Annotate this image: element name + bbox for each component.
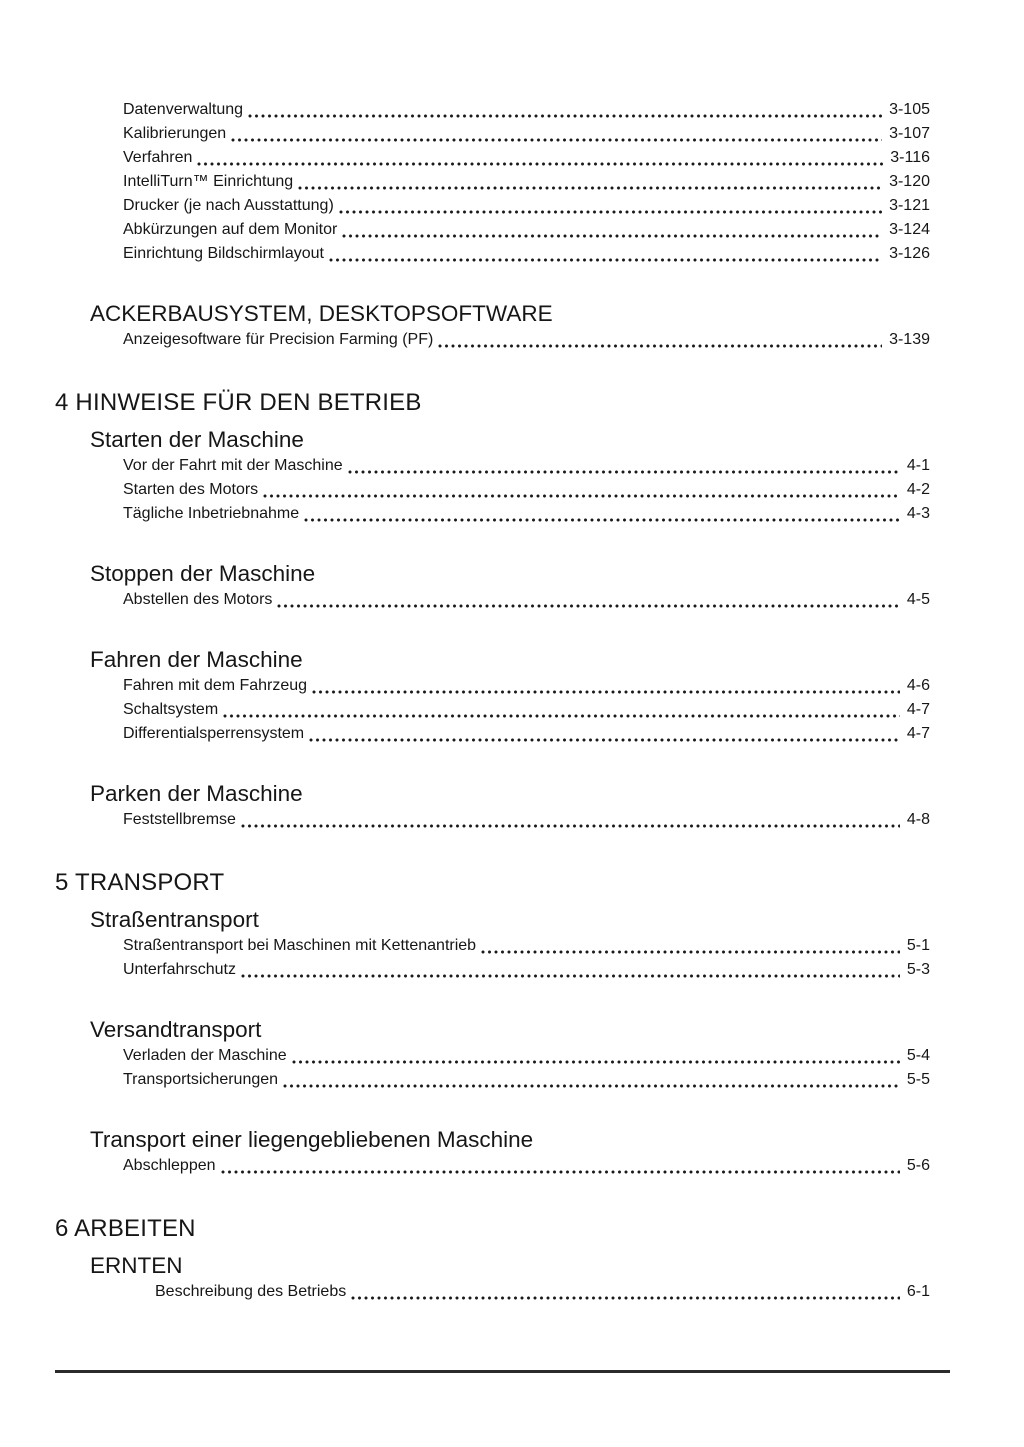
section-heading: Parken der Maschine (90, 781, 303, 806)
toc-entry (55, 454, 930, 478)
toc-entry (55, 170, 930, 194)
toc-entry-label: Abstellen des Motors (123, 591, 273, 608)
section-heading: Fahren der Maschine (90, 647, 303, 672)
toc-entry-page: 3-120 (889, 173, 930, 190)
toc-content (55, 96, 930, 1304)
toc-entry-page: 4-2 (906, 481, 930, 498)
toc-entry (55, 1280, 930, 1304)
toc-entry (55, 502, 930, 526)
toc-leader-dots (263, 494, 900, 498)
toc-leader-dots (223, 714, 900, 718)
toc-entry-label: Abschleppen (123, 1157, 216, 1174)
toc-leader-dots (339, 210, 882, 214)
toc-entry (55, 958, 930, 982)
toc-entry-page: 6-1 (906, 1283, 930, 1300)
toc-entry (55, 242, 930, 266)
section-heading: Straßentransport (90, 907, 259, 932)
toc-entry-label: Verfahren (123, 149, 193, 166)
toc-entry-page: 4-8 (906, 811, 930, 828)
toc-leader-dots (231, 138, 882, 142)
toc-entry-label: IntelliTurn™ Einrichtung (123, 173, 294, 190)
toc-entry (55, 1044, 930, 1068)
toc-entry-page: 3-124 (889, 221, 930, 238)
toc-block-chapter (55, 868, 930, 898)
toc-entry (55, 218, 930, 242)
toc-leader-dots (283, 1084, 900, 1088)
toc-entry-page: 3-105 (889, 101, 930, 118)
toc-entry (55, 808, 930, 832)
chapter-heading: 4 HINWEISE FÜR DEN BETRIEB (55, 389, 422, 416)
toc-entry-label: Fahren mit dem Fahrzeug (123, 677, 308, 694)
toc-entry-page: 3-139 (889, 331, 930, 348)
section-heading: Versandtransport (90, 1017, 262, 1042)
toc-leader-dots (481, 950, 900, 954)
toc-entry-label: Kalibrierungen (123, 125, 227, 142)
toc-entry (55, 1154, 930, 1178)
toc-leader-dots (277, 604, 899, 608)
toc-entry-page: 5-3 (906, 961, 930, 978)
toc-leader-dots (221, 1170, 900, 1174)
toc-entry-label: Straßentransport bei Maschinen mit Kettenantrieb (123, 937, 477, 954)
toc-entry-label: Starten des Motors (123, 481, 259, 498)
section-heading: ERNTEN (90, 1253, 183, 1278)
toc-leader-dots (348, 470, 900, 474)
toc-leader-dots (312, 690, 900, 694)
toc-entry (55, 98, 930, 122)
toc-block-section (55, 300, 930, 352)
toc-entry-page: 4-5 (906, 591, 930, 608)
toc-block-subsection (55, 646, 930, 746)
toc-leader-dots (351, 1296, 900, 1300)
section-heading: ACKERBAUSYSTEM, DESKTOPSOFTWARE (90, 301, 553, 326)
toc-entry-page: 3-126 (889, 245, 930, 262)
toc-block-subsection (55, 1126, 930, 1178)
toc-block-section-caps (55, 1252, 930, 1304)
toc-entry (55, 698, 930, 722)
toc-leader-dots (304, 518, 900, 522)
toc-leader-dots (248, 114, 882, 118)
toc-entry-label: Transportsicherungen (123, 1071, 279, 1088)
toc-entry-page: 5-5 (906, 1071, 930, 1088)
toc-entry-page: 5-4 (906, 1047, 930, 1064)
toc-leader-dots (438, 344, 882, 348)
toc-entry-label: Anzeigesoftware für Precision Farming (PF) (123, 331, 434, 348)
toc-block-subsection (55, 560, 930, 612)
toc-block-subsection (55, 906, 930, 982)
toc-leader-dots (197, 162, 883, 166)
toc-leader-dots (292, 1060, 900, 1064)
toc-entry (55, 674, 930, 698)
toc-entry-label: Drucker (je nach Ausstattung) (123, 197, 334, 214)
chapter-heading: 5 TRANSPORT (55, 869, 225, 896)
toc-entry-page: 5-1 (906, 937, 930, 954)
toc-entry-label: Vor der Fahrt mit der Maschine (123, 457, 343, 474)
toc-block-chapter (55, 388, 930, 418)
toc-entry-page: 3-121 (889, 197, 930, 214)
toc-entry-label: Beschreibung des Betriebs (155, 1283, 347, 1300)
toc-entry-label: Tägliche Inbetriebnahme (123, 505, 300, 522)
toc-entry (55, 194, 930, 218)
toc-block-subsection (55, 780, 930, 832)
toc-entry-label: Abkürzungen auf dem Monitor (123, 221, 338, 238)
toc-entry-label: Verladen der Maschine (123, 1047, 287, 1064)
toc-leader-dots (329, 258, 882, 262)
toc-entry-page: 4-7 (906, 701, 930, 718)
toc-entry (55, 146, 930, 170)
toc-entry (55, 588, 930, 612)
toc-entry-label: Einrichtung Bildschirmlayout (123, 245, 324, 262)
toc-entry-page: 4-1 (906, 457, 930, 474)
toc-entry-label: Datenverwaltung (123, 101, 244, 118)
toc-entry-page: 3-107 (889, 125, 930, 142)
toc-leader-dots (309, 738, 900, 742)
toc-entry (55, 328, 930, 352)
toc-entry (55, 478, 930, 502)
toc-entry-page: 4-6 (906, 677, 930, 694)
toc-leader-dots (241, 974, 900, 978)
toc-entry-page: 5-6 (906, 1157, 930, 1174)
toc-entry (55, 722, 930, 746)
toc-entry-page: 3-116 (890, 149, 930, 166)
toc-entry-label: Unterfahrschutz (123, 961, 236, 978)
toc-entry-label: Differentialsperrensystem (123, 725, 305, 742)
toc-continuation-block (55, 98, 930, 266)
toc-block-subsection (55, 1016, 930, 1092)
toc-leader-dots (241, 824, 900, 828)
section-heading: Stoppen der Maschine (90, 561, 316, 586)
toc-entry (55, 1068, 930, 1092)
toc-entry-label: Schaltsystem (123, 701, 219, 718)
toc-entry (55, 934, 930, 958)
toc-entry-label: Feststellbremse (123, 811, 236, 828)
toc-block-subsection (55, 426, 930, 526)
toc-entry-page: 4-7 (906, 725, 930, 742)
section-heading: Starten der Maschine (90, 427, 304, 452)
chapter-heading: 6 ARBEITEN (55, 1215, 196, 1242)
footer-divider (55, 1370, 950, 1373)
toc-blocks (55, 300, 930, 1304)
toc-entry (55, 122, 930, 146)
toc-leader-dots (298, 186, 882, 190)
section-heading: Transport einer liegengebliebenen Maschine (90, 1127, 534, 1152)
toc-entry-page: 4-3 (906, 505, 930, 522)
toc-leader-dots (342, 234, 882, 238)
toc-block-chapter (55, 1214, 930, 1244)
